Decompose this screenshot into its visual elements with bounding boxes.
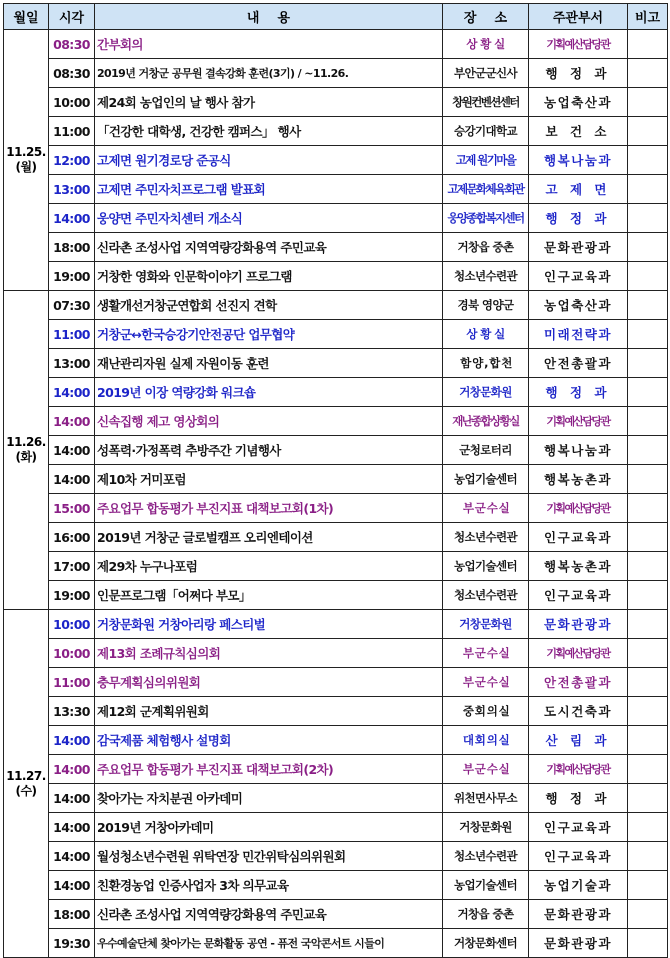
table-row	[4, 233, 668, 262]
event-dept: 도시건축과	[529, 697, 628, 726]
event-note	[628, 233, 668, 262]
event-dept: 행 정 과	[529, 59, 628, 88]
event-time: 14:00	[49, 726, 95, 755]
event-time: 18:00	[49, 233, 95, 262]
event-time: 14:00	[49, 436, 95, 465]
event-time: 11:00	[49, 668, 95, 697]
event-dept: 농업축산과	[529, 291, 628, 320]
event-place: 승강기대학교	[443, 117, 529, 146]
table-row	[4, 291, 668, 320]
day-weekday: (수)	[15, 783, 37, 798]
table-row	[4, 88, 668, 117]
event-time: 14:00	[49, 378, 95, 407]
event-place: 부안군군신사	[443, 59, 529, 88]
event-place: 중 회 의 실	[443, 697, 529, 726]
event-content: 2019년 이장 역량강화 워크숍	[95, 378, 443, 407]
table-row	[4, 436, 668, 465]
table-row	[4, 871, 668, 900]
event-time: 19:00	[49, 581, 95, 610]
event-note	[628, 842, 668, 871]
event-place: 위천면사무소	[443, 784, 529, 813]
event-content: 인문프로그램「어쩌다 부모」	[95, 581, 443, 610]
event-time: 14:00	[49, 871, 95, 900]
event-dept: 인구교육과	[529, 262, 628, 291]
event-dept: 행복농촌과	[529, 465, 628, 494]
table-row	[4, 813, 668, 842]
event-place: 부 군 수 실	[443, 668, 529, 697]
event-note	[628, 755, 668, 784]
event-dept: 행 정 과	[529, 378, 628, 407]
table-row	[4, 726, 668, 755]
event-dept: 안전총괄과	[529, 668, 628, 697]
event-note	[628, 465, 668, 494]
table-row	[4, 610, 668, 639]
table-row	[4, 523, 668, 552]
event-note	[628, 610, 668, 639]
header-dept: 주관부서	[529, 4, 628, 30]
event-time: 11:00	[49, 320, 95, 349]
event-content: 웅양면 주민자치센터 개소식	[95, 204, 443, 233]
event-time: 19:00	[49, 262, 95, 291]
event-content: 성폭력·가정폭력 추방주간 기념행사	[95, 436, 443, 465]
table-row	[4, 697, 668, 726]
event-place: 거창문화원	[443, 610, 529, 639]
event-note	[628, 407, 668, 436]
header-place: 장 소	[443, 4, 529, 30]
event-note	[628, 30, 668, 59]
header-row	[4, 4, 668, 30]
event-dept: 미래전략과	[529, 320, 628, 349]
table-row	[4, 581, 668, 610]
event-content: 찾아가는 자치분권 아카데미	[95, 784, 443, 813]
event-time: 14:00	[49, 842, 95, 871]
table-row	[4, 175, 668, 204]
event-note	[628, 262, 668, 291]
event-time: 13:00	[49, 175, 95, 204]
event-time: 13:30	[49, 697, 95, 726]
event-note	[628, 929, 668, 958]
event-content: 간부회의	[95, 30, 443, 59]
header-note: 비고	[628, 4, 668, 30]
day-date: 11.26.	[6, 435, 46, 449]
header-time: 시각	[49, 4, 95, 30]
event-place: 대 회 의 실	[443, 726, 529, 755]
event-note	[628, 813, 668, 842]
event-note	[628, 639, 668, 668]
event-time: 11:00	[49, 117, 95, 146]
table-row	[4, 465, 668, 494]
event-place: 청소년수련관	[443, 842, 529, 871]
event-dept: 농업축산과	[529, 88, 628, 117]
event-note	[628, 784, 668, 813]
event-place: 거창문화원	[443, 378, 529, 407]
event-content: 월성청소년수련원 위탁연장 민간위탁심의위원회	[95, 842, 443, 871]
table-row	[4, 30, 668, 59]
event-dept: 문화관광과	[529, 610, 628, 639]
event-note	[628, 320, 668, 349]
day-date: 11.27.	[6, 768, 46, 783]
event-place: 고제문화체육회관	[443, 175, 529, 204]
table-row	[4, 59, 668, 88]
event-content: 생활개선거창군연합회 선진지 견학	[95, 291, 443, 320]
event-dept: 행복농촌과	[529, 552, 628, 581]
event-dept: 행 정 과	[529, 204, 628, 233]
event-note	[628, 697, 668, 726]
event-dept: 행 정 과	[529, 784, 628, 813]
event-time: 14:00	[49, 204, 95, 233]
event-place: 부 군 수 실	[443, 755, 529, 784]
event-note	[628, 349, 668, 378]
event-time: 14:00	[49, 784, 95, 813]
event-note	[628, 291, 668, 320]
event-time: 08:30	[49, 30, 95, 59]
event-dept: 기획예산담당관	[529, 494, 628, 523]
day-date-cell	[4, 610, 49, 958]
event-dept: 행복나눔과	[529, 436, 628, 465]
event-place: 창원컨벤션센터	[443, 88, 529, 117]
table-row	[4, 320, 668, 349]
event-dept: 보 건 소	[529, 117, 628, 146]
table-row	[4, 117, 668, 146]
event-time: 14:00	[49, 813, 95, 842]
event-place: 부 군 수 실	[443, 494, 529, 523]
header-content: 내 용	[95, 4, 443, 30]
event-dept: 농업기술과	[529, 871, 628, 900]
table-row	[4, 494, 668, 523]
event-dept: 문화관광과	[529, 900, 628, 929]
event-place: 농업기술센터	[443, 871, 529, 900]
day-date-cell	[4, 291, 49, 610]
table-row	[4, 755, 668, 784]
event-dept: 산 림 과	[529, 726, 628, 755]
event-place: 청소년수련관	[443, 523, 529, 552]
event-place: 청소년수련관	[443, 581, 529, 610]
event-place: 재난종합상황실	[443, 407, 529, 436]
event-place: 경북 영양군	[443, 291, 529, 320]
table-row	[4, 378, 668, 407]
event-time: 07:30	[49, 291, 95, 320]
event-place: 농업기술센터	[443, 552, 529, 581]
schedule-body	[4, 30, 668, 958]
event-content: 거창한 영화와 인문학이야기 프로그램	[95, 262, 443, 291]
event-content: 재난관리자원 실제 자원이동 훈련	[95, 349, 443, 378]
event-note	[628, 494, 668, 523]
event-place: 거창문화센터	[443, 929, 529, 958]
table-row	[4, 349, 668, 378]
event-place: 거창읍 중촌	[443, 233, 529, 262]
table-row	[4, 407, 668, 436]
event-content: 「건강한 대학생, 건강한 캠퍼스」 행사	[95, 117, 443, 146]
event-place: 상 황 실	[443, 320, 529, 349]
event-note	[628, 59, 668, 88]
event-time: 14:00	[49, 755, 95, 784]
event-note	[628, 871, 668, 900]
day-weekday: (월)	[15, 160, 37, 174]
event-dept: 기획예산담당관	[529, 755, 628, 784]
event-content: 제10차 거미포럼	[95, 465, 443, 494]
event-content: 거창군↔한국승강기안전공단 업무협약	[95, 320, 443, 349]
table-row	[4, 842, 668, 871]
table-row	[4, 668, 668, 697]
event-note	[628, 523, 668, 552]
event-note	[628, 378, 668, 407]
schedule-table	[3, 3, 668, 958]
event-time: 10:00	[49, 610, 95, 639]
event-content: 충무계획심의위원회	[95, 668, 443, 697]
event-place: 부 군 수 실	[443, 639, 529, 668]
event-time: 14:00	[49, 407, 95, 436]
event-content: 감국제품 체험행사 설명회	[95, 726, 443, 755]
event-place: 함 양 , 합 천	[443, 349, 529, 378]
day-date: 11.25.	[6, 145, 46, 159]
day-date-cell	[4, 30, 49, 291]
event-place: 군청로터리	[443, 436, 529, 465]
event-note	[628, 88, 668, 117]
table-row	[4, 784, 668, 813]
day-weekday: (화)	[15, 450, 37, 464]
header-date: 월일	[4, 4, 49, 30]
event-dept: 인구교육과	[529, 523, 628, 552]
event-note	[628, 117, 668, 146]
event-content: 제29차 누구나포럼	[95, 552, 443, 581]
event-note	[628, 146, 668, 175]
event-dept: 행복나눔과	[529, 146, 628, 175]
event-note	[628, 552, 668, 581]
table-row	[4, 552, 668, 581]
event-time: 10:00	[49, 639, 95, 668]
table-row	[4, 929, 668, 958]
event-content: 주요업무 합동평가 부진지표 대책보고회(1차)	[95, 494, 443, 523]
event-dept: 문화관광과	[529, 929, 628, 958]
event-dept: 기획예산담당관	[529, 30, 628, 59]
event-time: 13:00	[49, 349, 95, 378]
event-content: 고제면 원기경로당 준공식	[95, 146, 443, 175]
event-content: 고제면 주민자치프로그램 발표회	[95, 175, 443, 204]
event-content: 제24회 농업인의 날 행사 참가	[95, 88, 443, 117]
event-note	[628, 668, 668, 697]
event-note	[628, 900, 668, 929]
event-content: 거창문화원 거창아리랑 페스티벌	[95, 610, 443, 639]
event-dept: 안전총괄과	[529, 349, 628, 378]
event-time: 08:30	[49, 59, 95, 88]
event-content: 제12회 군계획위원회	[95, 697, 443, 726]
event-place: 거창문화원	[443, 813, 529, 842]
event-place: 농업기술센터	[443, 465, 529, 494]
event-note	[628, 175, 668, 204]
event-dept: 기획예산담당관	[529, 639, 628, 668]
event-time: 18:00	[49, 900, 95, 929]
schedule-header	[4, 4, 668, 30]
event-time: 14:00	[49, 465, 95, 494]
event-place: 고제 원기마을	[443, 146, 529, 175]
event-dept: 기획예산담당관	[529, 407, 628, 436]
event-content: 2019년 거창군 글로벌캠프 오리엔테이션	[95, 523, 443, 552]
event-time: 12:00	[49, 146, 95, 175]
event-time: 17:00	[49, 552, 95, 581]
event-place: 청소년수련관	[443, 262, 529, 291]
event-content: 신라촌 조성사업 지역역량강화용역 주민교육	[95, 233, 443, 262]
event-place: 웅양종합복지센터	[443, 204, 529, 233]
event-dept: 인구교육과	[529, 581, 628, 610]
event-dept: 문화관광과	[529, 233, 628, 262]
table-row	[4, 204, 668, 233]
event-content: 신속집행 제고 영상회의	[95, 407, 443, 436]
event-content: 친환경농업 인증사업자 3차 의무교육	[95, 871, 443, 900]
event-dept: 인구교육과	[529, 842, 628, 871]
event-content: 신라촌 조성사업 지역역량강화용역 주민교육	[95, 900, 443, 929]
table-row	[4, 639, 668, 668]
event-time: 19:30	[49, 929, 95, 958]
table-row	[4, 262, 668, 291]
event-content: 2019년 거창군 공무원 결속강화 훈련(3기) / ~11.26.	[95, 59, 443, 88]
event-place: 거창읍 중촌	[443, 900, 529, 929]
event-dept: 고 제 면	[529, 175, 628, 204]
event-content: 우수예술단체 찾아가는 문화활동 공연 - 퓨전 국악콘서트 시들이	[95, 929, 443, 958]
event-time: 16:00	[49, 523, 95, 552]
event-time: 15:00	[49, 494, 95, 523]
event-note	[628, 204, 668, 233]
event-content: 2019년 거창아카데미	[95, 813, 443, 842]
event-dept: 인구교육과	[529, 813, 628, 842]
event-note	[628, 726, 668, 755]
event-content: 주요업무 합동평가 부진지표 대책보고회(2차)	[95, 755, 443, 784]
table-row	[4, 146, 668, 175]
event-note	[628, 436, 668, 465]
event-note	[628, 581, 668, 610]
event-content: 제13회 조례규칙심의회	[95, 639, 443, 668]
table-row	[4, 900, 668, 929]
event-time: 10:00	[49, 88, 95, 117]
event-place: 상 황 실	[443, 30, 529, 59]
